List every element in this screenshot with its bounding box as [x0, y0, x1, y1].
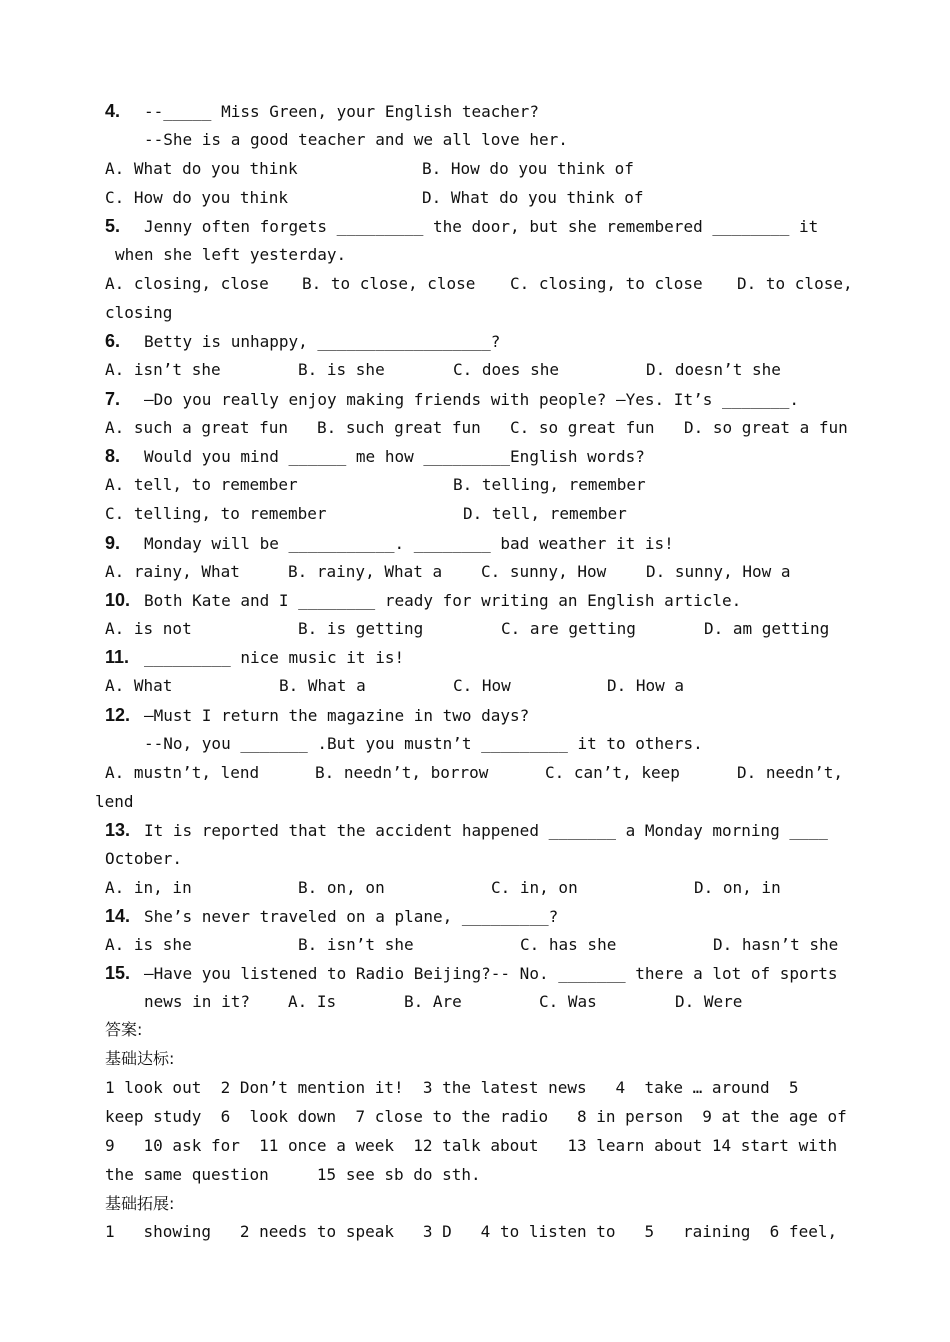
- option-a: A. such a great fun: [105, 418, 289, 437]
- question-text: when she left yesterday.: [115, 245, 347, 264]
- option-b: B. on, on: [298, 878, 385, 897]
- option-a: A. in, in: [105, 878, 192, 897]
- question-number: 4.: [105, 101, 121, 121]
- option-c: C. has she: [520, 935, 617, 954]
- option-c: C. so great fun: [510, 418, 655, 437]
- question-text: Betty is unhappy, __________________?: [144, 332, 501, 351]
- option-b: B. is she: [298, 360, 385, 379]
- question-text: Both Kate and I ________ ready for writing an English article.: [144, 591, 742, 610]
- option-a: A. is not: [105, 619, 192, 638]
- option-d: D. am getting: [704, 619, 830, 638]
- option-a: A. What: [105, 676, 173, 695]
- answers-heading: 答案:: [105, 1020, 143, 1039]
- option-a: A. closing, close: [105, 274, 269, 293]
- option-b: B. rainy, What a: [288, 562, 443, 581]
- question-text: October.: [105, 849, 183, 868]
- option-a: A. Is: [288, 992, 337, 1011]
- question-text: It is reported that the accident happened _______ a Monday morning ____: [144, 821, 828, 840]
- option-b: B. isn’t she: [298, 935, 414, 954]
- answer-line: 1 showing 2 needs to speak 3 D 4 to listen to 5 raining 6 feel,: [105, 1222, 838, 1241]
- question-text: –Must I return the magazine in two days?: [144, 706, 530, 725]
- question-text: _________ nice music it is!: [144, 648, 405, 667]
- option-c: C. How: [453, 676, 511, 695]
- option-c: C. are getting: [501, 619, 636, 638]
- option-d: D. needn’t,: [737, 763, 843, 782]
- question-number: 13.: [105, 820, 131, 840]
- question-text: Jenny often forgets _________ the door, but she remembered ________ it: [144, 217, 819, 236]
- question-text: --_____ Miss Green, your English teacher?: [144, 102, 539, 121]
- option-d: D. tell, remember: [463, 504, 627, 523]
- question-number: 9.: [105, 533, 121, 553]
- question-text: --No, you _______ .But you mustn’t _________ it to others.: [144, 734, 703, 753]
- option-c: C. in, on: [491, 878, 578, 897]
- option-d-continued: closing: [105, 303, 173, 322]
- option-b: B. needn’t, borrow: [315, 763, 489, 782]
- question-number: 12.: [105, 705, 131, 725]
- option-a: A. tell, to remember: [105, 475, 298, 494]
- option-d: D. What do you think of: [422, 188, 644, 207]
- question-number: 15.: [105, 963, 131, 983]
- option-b: B. How do you think of: [422, 159, 634, 178]
- option-d-continued: lend: [95, 792, 134, 811]
- option-d: D. to close,: [737, 274, 853, 293]
- question-text: --She is a good teacher and we all love her.: [144, 130, 568, 149]
- option-d: D. so great a fun: [684, 418, 848, 437]
- option-a: A. mustn’t, lend: [105, 763, 260, 782]
- option-b: B. is getting: [298, 619, 424, 638]
- question-text: She’s never traveled on a plane, _________?: [144, 907, 559, 926]
- option-d: D. on, in: [694, 878, 781, 897]
- option-d: D. How a: [607, 676, 685, 695]
- question-text: Would you mind ______ me how _________English words?: [144, 447, 645, 466]
- answer-line: 1 look out 2 Don’t mention it! 3 the latest news 4 take … around 5: [105, 1078, 799, 1097]
- section-title-extension: 基础拓展:: [105, 1194, 175, 1213]
- option-b: B. to close, close: [302, 274, 476, 293]
- option-c: C. telling, to remember: [105, 504, 327, 523]
- question-number: 6.: [105, 331, 121, 351]
- answer-line: keep study 6 look down 7 close to the radio 8 in person 9 at the age of: [105, 1107, 847, 1126]
- question-text: news in it?: [144, 992, 250, 1011]
- option-a: A. is she: [105, 935, 192, 954]
- option-c: C. does she: [453, 360, 559, 379]
- option-a: A. isn’t she: [105, 360, 221, 379]
- question-number: 7.: [105, 389, 121, 409]
- option-c: C. How do you think: [105, 188, 289, 207]
- option-c: C. sunny, How: [481, 562, 607, 581]
- question-text: –Have you listened to Radio Beijing?-- No. _______ there a lot of sports: [144, 964, 838, 983]
- option-b: B. telling, remember: [453, 475, 646, 494]
- option-c: C. closing, to close: [510, 274, 703, 293]
- question-number: 14.: [105, 906, 131, 926]
- option-b: B. such great fun: [317, 418, 481, 437]
- option-b: B. Are: [404, 992, 462, 1011]
- option-d: D. doesn’t she: [646, 360, 781, 379]
- option-c: C. can’t, keep: [545, 763, 680, 782]
- section-title-basic: 基础达标:: [105, 1049, 175, 1068]
- option-c: C. Was: [539, 992, 597, 1011]
- option-b: B. What a: [279, 676, 366, 695]
- answer-line: 9 10 ask for 11 once a week 12 talk about 13 learn about 14 start with: [105, 1136, 838, 1155]
- option-a: A. rainy, What: [105, 562, 240, 581]
- question-number: 8.: [105, 446, 121, 466]
- option-d: D. sunny, How a: [646, 562, 791, 581]
- question-text: Monday will be ___________. ________ bad weather it is!: [144, 534, 674, 553]
- question-number: 5.: [105, 216, 121, 236]
- option-d: D. Were: [675, 992, 743, 1011]
- question-number: 10.: [105, 590, 131, 610]
- answer-line: the same question 15 see sb do sth.: [105, 1165, 481, 1184]
- question-number: 11.: [105, 647, 130, 667]
- question-text: –Do you really enjoy making friends with people? –Yes. It’s _______.: [144, 390, 800, 409]
- option-a: A. What do you think: [105, 159, 298, 178]
- option-d: D. hasn’t she: [713, 935, 839, 954]
